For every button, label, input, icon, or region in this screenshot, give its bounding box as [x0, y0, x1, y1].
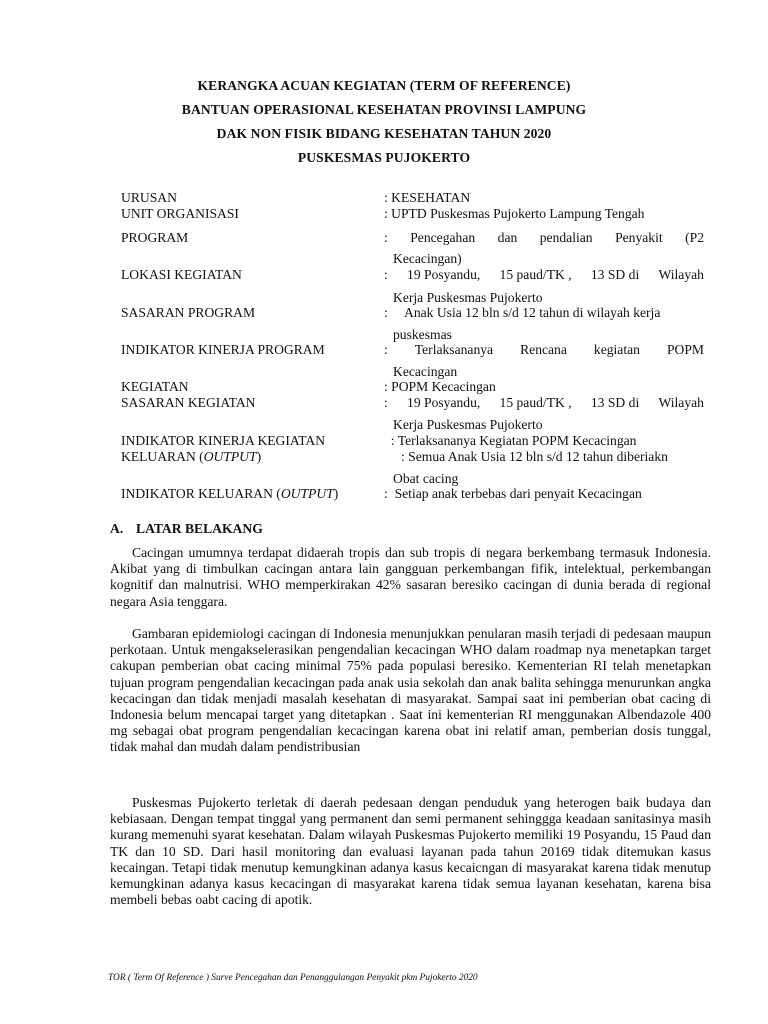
value-word: Terlaksananya [414, 342, 494, 357]
info-label [121, 486, 381, 502]
info-row-urusan [121, 190, 471, 206]
info-row-sasaran-kegiatan [121, 395, 704, 411]
info-label: KEGIATAN [121, 379, 189, 394]
info-value: : Anak Usia 12 bln s/d 12 tahun di wilayah kerja [384, 305, 661, 320]
info-value: : POPM Kecacingan [384, 379, 496, 394]
value-word: : [384, 230, 388, 245]
value-word: Penyakit [615, 230, 663, 245]
value-word: Wilayah [658, 267, 704, 282]
info-value: : UPTD Puskesmas Pujokerto Lampung Tengah [384, 206, 645, 221]
info-value: : Semua Anak Usia 12 bln s/d 12 tahun diberiakn [384, 449, 668, 464]
value-word: : [384, 395, 388, 410]
info-value: : Terlaksananya Kegiatan POPM Kecacingan [384, 433, 637, 448]
info-value-continuation: Kecacingan [393, 364, 458, 379]
info-row-indikator-kinerja-program [121, 342, 704, 358]
section-letter: A. [110, 521, 124, 536]
value-word: kegiatan [593, 342, 640, 357]
value-word: pendalian [539, 230, 593, 245]
info-row-indikator-kinerja-kegiatan [121, 433, 637, 449]
info-label: SASARAN PROGRAM [121, 305, 256, 320]
value-word: 13 SD di [590, 267, 640, 282]
value-word: 15 paud/TK , [499, 267, 572, 282]
label-text: ) [333, 486, 339, 501]
info-value-continuation: Kerja Puskesmas Pujokerto [393, 290, 543, 305]
info-value: : KESEHATAN [384, 190, 471, 205]
info-label: INDIKATOR KINERJA PROGRAM [121, 342, 325, 357]
info-value [384, 342, 704, 358]
info-row-indikator-keluaran [121, 486, 642, 502]
info-value [384, 395, 704, 411]
label-italic: OUTPUT [203, 449, 257, 464]
value-word: Rencana [520, 342, 567, 357]
info-row-sasaran-program [121, 305, 661, 321]
value-word: 13 SD di [590, 395, 640, 410]
section-title: LATAR BELAKANG [136, 521, 263, 536]
page-footer: TOR ( Term Of Reference ) Surve Pencegahan dan Penanggulangan Penyakit pkm Pujokerto 2020 [108, 973, 478, 983]
info-label: PROGRAM [121, 230, 189, 245]
title-line-4: PUSKESMAS PUJOKERTO [297, 150, 471, 165]
section-heading [110, 521, 263, 537]
value-word: 19 Posyandu, [407, 395, 481, 410]
paragraph-2: Gambaran epidemiologi cacingan di Indonesia menunjukkan penularan masih terjadi di pedesaan maupun perkotaan. Untuk mengakselerasikan pengendalian kecacingan WHO dalam roadmap nya menetapkan target cakupan pemberian obat cacing minimal 75% pada populasi beresiko. Kementerian RI telah menetapkan tujuan program pengendalian kecacingan pada anak usia sekolah dan anak balita sehingga menurunkan angka kecacingan dan tidak menjadi masalah kesehatan di masyarakat. Sampai saat ini pemberian obat cacing di Indonesia belum mencapai target yang ditetapkan . Saat ini kementerian RI menggunakan Albendazole 400 mg sebagai obat program pengendalian kecacingan karena obat ini relatif aman, pemberian dosis tunggal, tidak mahal dan mudah dalam pendistribusian [110, 626, 711, 755]
paragraph-1: Cacingan umumnya terdapat didaerah tropis dan sub tropis di negara berkembang termasuk Indonesia. Akibat yang di timbulkan cacingan antara lain gangguan perkembangan fifik, intelektual, perkembangan kognitif dan malnutrisi. WHO memperkirakan 42% sasaran beresiko cacingan di dunia berada di regional negara Asia tenggara. [110, 545, 711, 609]
value-word: 19 Posyandu, [407, 267, 481, 282]
value-word: : [384, 267, 388, 282]
info-label: SASARAN KEGIATAN [121, 395, 256, 410]
value-word: dan [497, 230, 518, 245]
info-row-keluaran [121, 449, 668, 465]
info-row-kegiatan [121, 379, 496, 395]
info-label: URUSAN [121, 190, 177, 205]
info-value-continuation: puskesmas [393, 327, 452, 342]
info-value-continuation: Obat cacing [393, 471, 459, 486]
label-text: INDIKATOR KELUARAN ( [121, 486, 281, 501]
info-row-unit-organisasi [121, 206, 645, 222]
title-line-1: KERANGKA ACUAN KEGIATAN (TERM OF REFERENCE) [197, 78, 571, 93]
info-label: LOKASI KEGIATAN [121, 267, 242, 282]
label-italic: OUTPUT [280, 486, 334, 501]
paragraph-3: Puskesmas Pujokerto terletak di daerah pedesaan dengan penduduk yang heterogen baik budaya dan kebiasaan. Dengan tempat tinggal yang permanent dan semi permanent sehinggga keadaan sanitasinya masih kurang memenuhi syarat kesehatan. Dalam wilayah Puskesmas Pujokerto memiliki 19 Posyandu, 15 Paud dan TK dan 10 SD. Dari hasil monitoring dan evaluasi layanan pada tahun 20169 tidak ditemukan kasus kecaingan. Tetapi tidak menutup kemungkinan adanya kasus kecaicngan di masyarakat karena tidak menutup kemungkinan adanya kasus kecacingan di masyarakat karena tidak semua layanan kesehatan, karena bisa membeli bebas oabt cacing di apotik. [110, 795, 711, 908]
title-line-3: DAK NON FISIK BIDANG KESEHATAN TAHUN 2020 [216, 126, 552, 141]
info-label: INDIKATOR KINERJA KEGIATAN [121, 433, 326, 448]
info-row-lokasi-kegiatan [121, 267, 704, 283]
info-label [121, 449, 381, 465]
label-text: KELUARAN ( [121, 449, 204, 464]
info-value: : Setiap anak terbebas dari penyait Kecacingan [384, 486, 642, 501]
value-word: Wilayah [658, 395, 704, 410]
document-title [0, 74, 768, 170]
info-label: UNIT ORGANISASI [121, 206, 239, 221]
value-word: (P2 [685, 230, 704, 245]
title-line-2: BANTUAN OPERASIONAL KESEHATAN PROVINSI LAMPUNG [181, 102, 587, 117]
info-row-program [121, 230, 704, 246]
info-value [384, 267, 704, 283]
info-value-continuation: Kerja Puskesmas Pujokerto [393, 417, 543, 432]
value-word: Pencegahan [410, 230, 476, 245]
info-value [384, 230, 704, 246]
value-word: POPM [666, 342, 704, 357]
value-word: 15 paud/TK , [499, 395, 572, 410]
label-text: ) [256, 449, 262, 464]
info-value-continuation: Kecacingan) [393, 251, 462, 266]
value-word: : [384, 342, 388, 357]
